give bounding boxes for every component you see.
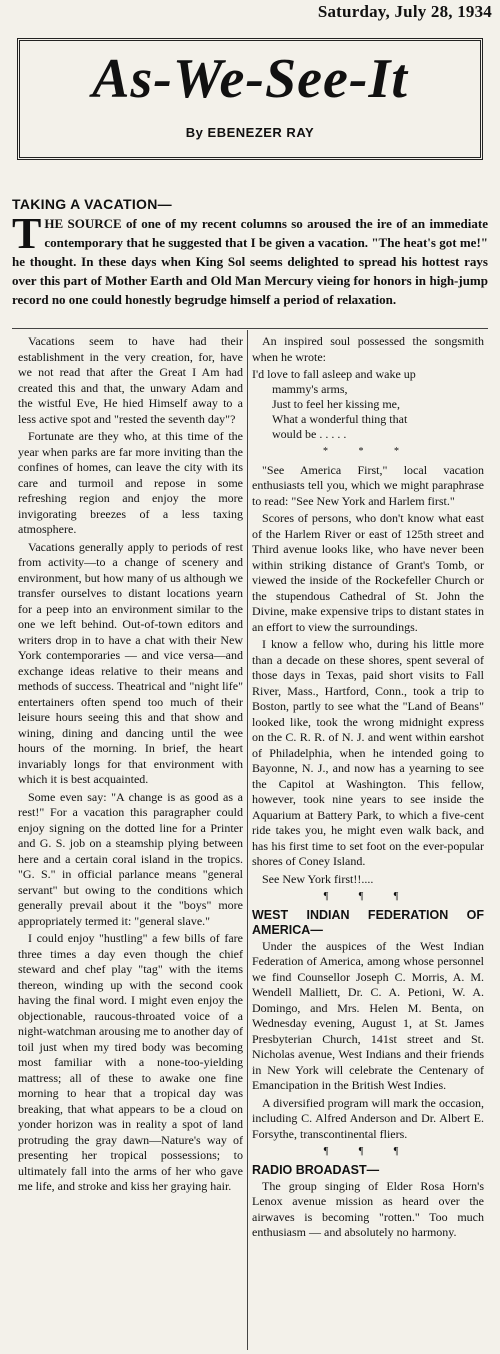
masthead [17,38,483,160]
byline: By EBENEZER RAY [185,125,315,140]
column-rule [247,330,248,1350]
paragraph: The group singing of Elder Rosa Horn's Lenox avenue mission as heard over the airwaves is becoming "rotten." Too much enthusiasm — and absolutely no harmony. [252,1178,484,1239]
paragraph: Some even say: "A change is as good as a rest!" For a vacation this paragrapher could enjoy signing on the dotted line for a Printer and G. S. job on a steamship plying between here and a certain coral island in the tropics. "G. S." in official parlance means "general servant" but owing to the conditions which generally prevail about it the "boys" more appropriately termed it: "general slave." [18,789,243,928]
paragraph: See New York first!!.... [262,871,374,886]
drop-cap: T [12,209,42,258]
song-verse [252,367,484,442]
verse-line: What a wonderful thing that [272,412,408,426]
verse-line: mammy's arms, [272,382,348,396]
paragraph: Vacations seem to have had their establishment in the very creation, for, have we not read that after the Great I Am had created this and that, the unwary Adam and the wistful Eve, He hied Himself away to a less active spot and "rested the seventh day"? [18,334,243,426]
star-ornament: * * * [323,446,413,457]
section-heading-federation: WEST INDIAN FEDERATION OF AMERICA— [252,907,484,937]
divider-horizontal [12,328,488,329]
section-heading-radio: RADIO BROADAST— [252,1162,380,1177]
paragraph: Scores of persons, who don't know what east of the Harlem River or east of 125th street and Third avenue looks like, who have never been within striking distance of Grant's Tomb, or viewed the inside of the Rockefeller Church or the stupendous Cathedral of St. John the Divine, make expensive trips to distant states in an effort to view the surroundings. [252,511,484,634]
lead-paragraph [12,209,488,309]
left-column [18,334,243,1197]
verse-line: I'd love to fall asleep and wake up [252,367,416,381]
right-column [252,334,484,1243]
paragraph: I could enjoy "hustling" a few bills of fare three times a day even though the chief steward and chef play "tag" with the items thereon, winding up with the second cook having the final word. I might even enjoy the objectionable, raucous-throated voice of a night-watchman arousing me to another day of toil just when my tired body was becoming most familiar with a none-too-yielding mattress; all of these to awake one fine morning to hear that a tropical day was breaking, that what appears to be a cloud on yonder horizon was in reality a spot of land protruding the gray dawn—Nature's way of presenting her tropical possessions; to ultimately fall into the arms of her who gave me life, and stroke and kiss her graying hair. [18,931,243,1193]
paragraph: "See America First," local vacation enthusiasts tell you, which we might paraphrase to read: "See New York and Harlem first." [252,462,484,508]
verse-line: Just to feel her kissing me, [272,397,400,411]
section-heading-vacation: TAKING A VACATION— [12,196,172,212]
column-title: As-We-See-It [92,48,408,110]
verse-line: would be . . . . . [272,427,347,441]
paragraph: An inspired soul possessed the songsmith when he wrote: [252,334,484,364]
paragraph-ornament: ¶ ¶ ¶ [323,891,413,902]
paragraph: Fortunate are they who, at this time of the year when parks are far more inviting than the confines of homes, can leave the city with its care and turmoil and repose in some refreshing region and enjoy the more invigorating breezes of a less taxing atmosphere. [18,429,243,536]
dateline: Saturday, July 28, 1934 [317,2,492,21]
paragraph: Vacations generally apply to periods of rest from activity—to a change of scenery and environment, but how many of us although we transfer ourselves to distant locations yearn for a peep into an environment similar to the one we left behind. Out-of-town editors and writers drop in to have a chat with their New York contemporaries — and vice versa—and exchange ideas relative to their means and methods of success. Theatrical and "night life" entertainers often spend too much of their leisure hours seeing this and that show and wining, dining and dancing until the wee hours of the morning. In brief, the heart invariably longs for that environment with which it is best acquainted. [18,539,243,786]
paragraph: Under the auspices of the West Indian Federation of America, among whose personnel we find Counsellor Joseph C. Morris, A. M. Wendell Malliett, Dr. C. A. Petioni, W. A. Domingo, and Mrs. Helen M. Benta, on Wednesday evening, August 1, at St. James Presbyterian Church, 141st street and St. Nicholas avenue, West Indians and their friends in New York will celebrate the Centenary of Emancipation in the British West Indies. [252,938,484,1092]
paragraph: I know a fellow who, during his little more than a decade on these shores, spent several of those days in Texas, paid short visits to Fall River, Mass., Hartford, Conn., took a trip to Boston, partly to see what the "Land of Beans" looked like, took the wrong midnight express on the C. R. R. of N. J. and went within earshot of Philadelphia, when he intended going to Bayonne, N. J., and now has a yearning to see the Capitol at Washington. This fellow, however, took nine years to see inside the Aquarium at Battery Park, to which a five-cent ride takes you, he might even walk back, and has his first time to set foot on the ever-popular shores of Coney Island. [252,637,484,868]
lead-text: HE SOURCE of one of my recent columns so aroused the ire of an immediate contemporary that he suggested that I be given a vacation. "The heat's got me!" he thought. In these days when King Sol seems delighted to spread his hottest rays over this part of Mother Earth and Old Man Mercury vieing for honors in high-jump record no one could honestly begrudge himself a period of relaxation. [12,216,488,307]
paragraph: A diversified program will mark the occasion, including C. Alfred Anderson and Dr. Albert E. Forsythe, transcontinental fliers. [252,1095,484,1141]
paragraph-ornament: ¶ ¶ ¶ [323,1146,413,1157]
